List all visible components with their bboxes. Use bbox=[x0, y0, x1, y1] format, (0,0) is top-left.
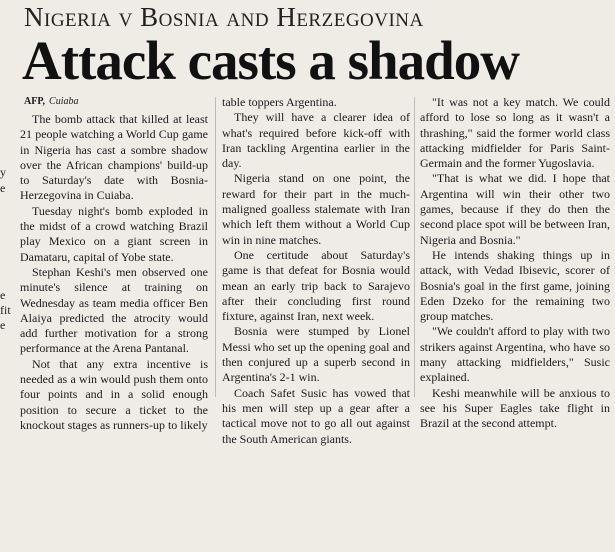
paragraph: He intends shaking things up in attack, with Vedad Ibisevic, scorer of Bosnia's goal in the first game, joining Eden Dzeko for the remaining two group matches. bbox=[420, 247, 610, 324]
paragraph: "That is what we did. I hope that Argentina will win their other two games, because if they do then the second place spot will be between Iran, Nigeria and Bosnia." bbox=[420, 171, 610, 247]
edge-line: y bbox=[0, 165, 6, 180]
article-column-3 bbox=[420, 95, 610, 432]
paragraph: Not that any extra incentive is needed as a win would push them onto four points and in a solid enough position to secure a ticket to the knockout stages as runners-up to likely bbox=[20, 356, 208, 432]
article-byline bbox=[24, 96, 78, 107]
paragraph: Tuesday night's bomb exploded in the midst of a crowd watching Brazil play Mexico on a giant screen in Damataru, capital of Yobe state. bbox=[20, 203, 208, 264]
paragraph: Nigeria stand on one point, the reward for their part in the much-maligned goalless stalemate with Iran which left them without a World Cup win in nine matches. bbox=[222, 171, 410, 247]
paragraph: "It was not a key match. We could afford to lose so long as it wasn't a thrashing," said the former world class attacking midfielder for Paris Saint-Germain and the former Yugoslavia. bbox=[420, 95, 610, 171]
edge-line: fit bbox=[0, 302, 11, 317]
paragraph: Stephan Keshi's men observed one minute's silence at training on Wednesday as team media officer Ben Alaiya predicted the atrocity would add further motivation for a strong performance at the Arena Pantanal. bbox=[20, 264, 208, 356]
article-column-2 bbox=[222, 95, 410, 447]
edge-line bbox=[0, 211, 11, 226]
paragraph: They will have a clearer idea of what's required before kick-off with Iran tackling Argentina earlier in the day. bbox=[222, 110, 410, 171]
paragraph: The bomb attack that killed at least 21 people watching a World Cup game in Nigeria has cast a sombre shadow over the African champions' build-up to Saturday's date with Bosnia-Herzegovina in Cuiaba. bbox=[20, 112, 208, 203]
edge-line bbox=[0, 242, 11, 257]
edge-line bbox=[0, 226, 11, 241]
column-divider bbox=[215, 97, 216, 397]
article-column-1 bbox=[20, 112, 208, 433]
edge-line bbox=[0, 196, 11, 211]
paragraph-continued: table toppers Argentina. bbox=[222, 95, 337, 109]
edge-line bbox=[0, 257, 11, 272]
paragraph: Bosnia were stumped by Lionel Messi who set up the opening goal and then conjured up a superb second in Argentina's 2-1 win. bbox=[222, 324, 410, 385]
paragraph: Coach Safet Susic has vowed that his men will step up a gear after a tactical move not to go all out against the South American giants. bbox=[222, 385, 410, 446]
edge-line: e bbox=[0, 287, 6, 302]
column-divider bbox=[414, 97, 415, 397]
paragraph: One certitude about Saturday's game is that defeat for Bosnia would mean an early trip back to Sarajevo after their concluding first round fixture, against Iran, next week. bbox=[222, 247, 410, 324]
article-headline: Attack casts a shadow bbox=[22, 30, 519, 91]
byline-agency: AFP, bbox=[24, 96, 46, 107]
edge-line: e bbox=[0, 180, 6, 195]
paragraph: Keshi meanwhile will be anxious to see his Super Eagles take flight in Brazil at the second attempt. bbox=[420, 385, 610, 431]
byline-place: Cuiaba bbox=[49, 96, 79, 107]
edge-line bbox=[0, 150, 11, 165]
article-kicker: Nigeria v Bosnia and Herzegovina bbox=[24, 2, 424, 32]
adjacent-column-fragment bbox=[0, 0, 11, 552]
paragraph: "We couldn't afford to play with two strikers against Argentina, who have so many attacking midfielders," Susic explained. bbox=[420, 324, 610, 385]
edge-line: e bbox=[0, 318, 6, 333]
edge-line bbox=[0, 272, 11, 287]
